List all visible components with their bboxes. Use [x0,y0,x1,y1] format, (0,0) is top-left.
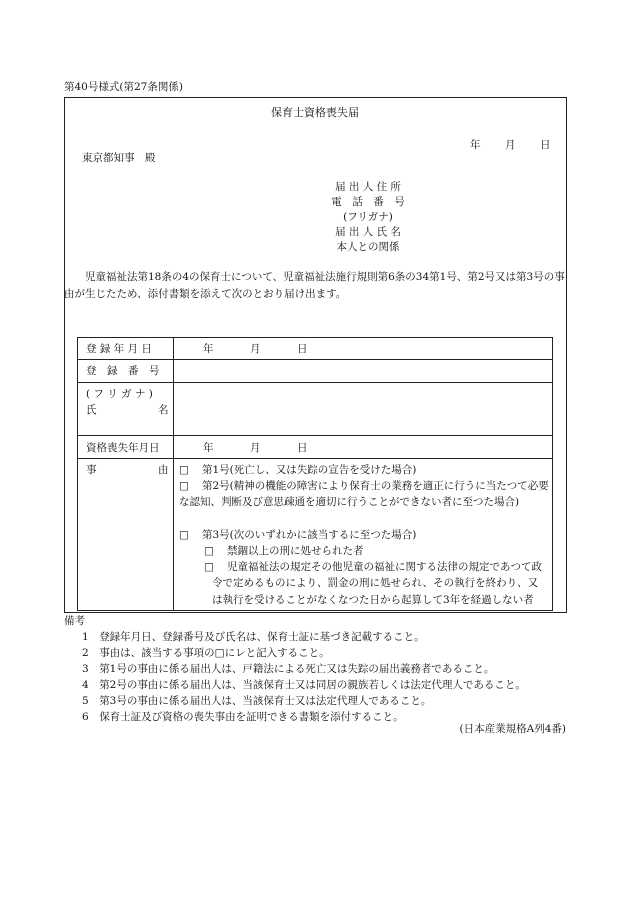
note-6 [82,712,404,723]
note-number: 4 [82,679,89,691]
reason-label-ji: 事 [86,464,97,476]
form-title: 保育士資格喪失届 [271,106,359,119]
applicant-furigana-label: (フリガナ) [343,211,393,223]
reason-1-text: 第1号(死亡し、又は失踪の宣告を受けた場合) [202,464,417,476]
reason-3-text: 第3号(次のいずれかに該当するに至つた場合) [202,529,417,541]
details-table [77,337,553,611]
note-text: 第2号の事由に係る届出人は、当該保育士又は同居の親族若しくは法定代理人であること。 [99,679,526,691]
furigana-label: ( フ リ ガ ナ ) [86,388,153,400]
applicant-phone-label: 電 話 番 号 [331,196,405,208]
note-text: 登録年月日、登録番号及び氏名は、保育士証に基づき記載すること。 [99,631,425,643]
reason-1-checkbox[interactable]: □ [179,464,189,476]
date-month: 月 [505,139,516,151]
reason-3b-checkbox[interactable]: □ [204,561,214,573]
note-text: 事由は、該当する事項の□にレと記入すること。 [99,647,330,659]
applicant-address-label: 届 出 人 住 所 [335,181,401,193]
name-label-mei: 名 [158,404,169,416]
reg-date-label: 登 録 年 月 日 [86,343,152,355]
note-number: 6 [82,711,89,723]
note-5 [82,696,431,707]
note-2 [82,648,330,659]
note-1 [82,632,425,643]
reason-3a-text: 禁錮以上の刑に処せられた者 [227,545,364,557]
note-number: 3 [82,663,89,675]
loss-date-day: 日 [297,442,308,454]
reason-3-checkbox[interactable]: □ [179,529,189,541]
note-number: 2 [82,647,89,659]
table-divider [78,435,552,436]
note-4 [82,680,526,691]
loss-date-label: 資格喪失年月日 [86,442,160,454]
reason-3b-text: 児童福祉法の規定その他児童の福祉に関する法律の規定であつて政令で定めるものにより、罰金の刑に処せられ、その執行を終わり、又は執行を受けることがなくなつた日から起算して3年を経過しない者 [212,561,542,606]
name-label-shi: 氏 [86,404,97,416]
date-day: 日 [540,139,551,151]
reason-label-yu: 由 [158,464,169,476]
reason-2-checkbox[interactable]: □ [179,480,189,492]
note-number: 1 [82,631,89,643]
reg-date-month: 月 [250,343,261,355]
loss-date-month: 月 [250,442,261,454]
applicant-name-label: 届 出 人 氏 名 [335,226,401,238]
table-divider [78,359,552,360]
paper-size-note: (日本産業規格A列4番) [459,723,566,735]
reason-3a-checkbox[interactable]: □ [204,545,214,557]
note-text: 第3号の事由に係る届出人は、当該保育士又は法定代理人であること。 [99,695,432,707]
note-text: 第1号の事由に係る届出人は、戸籍法による死亡又は失踪の届出義務者であること。 [99,663,495,675]
note-3 [82,664,494,675]
table-divider [78,382,552,383]
reg-date-year: 年 [203,343,214,355]
table-divider [78,458,552,459]
note-number: 5 [82,695,89,707]
recipient: 東京都知事 殿 [82,152,156,164]
notes-heading: 備考 [64,615,85,627]
loss-date-year: 年 [203,442,214,454]
intro-text: 児童福祉法第18条の4の保育士について、児童福祉法施行規則第6条の34第1号、第2号又は第3号の事由が生じたため、添付書類を添えて次のとおり届け出ます。 [64,271,565,300]
date-year: 年 [470,139,481,151]
note-text: 保育士証及び資格の喪失事由を証明できる書類を添付すること。 [99,711,404,723]
reg-date-day: 日 [297,343,308,355]
form-reference: 第40号様式(第27条関係) [64,81,183,93]
applicant-relation-label: 本人との関係 [336,241,400,253]
reason-2-text: 第2号(精神の機能の障害により保育士の業務を適正に行うに当たつて必要な認知、判断及び意思疎通を適切に行うことができない者に至つた場合) [179,480,549,509]
intro-paragraph [64,269,567,303]
reg-no-label: 登 録 番 号 [86,365,160,377]
table-divider-vertical [173,338,174,610]
